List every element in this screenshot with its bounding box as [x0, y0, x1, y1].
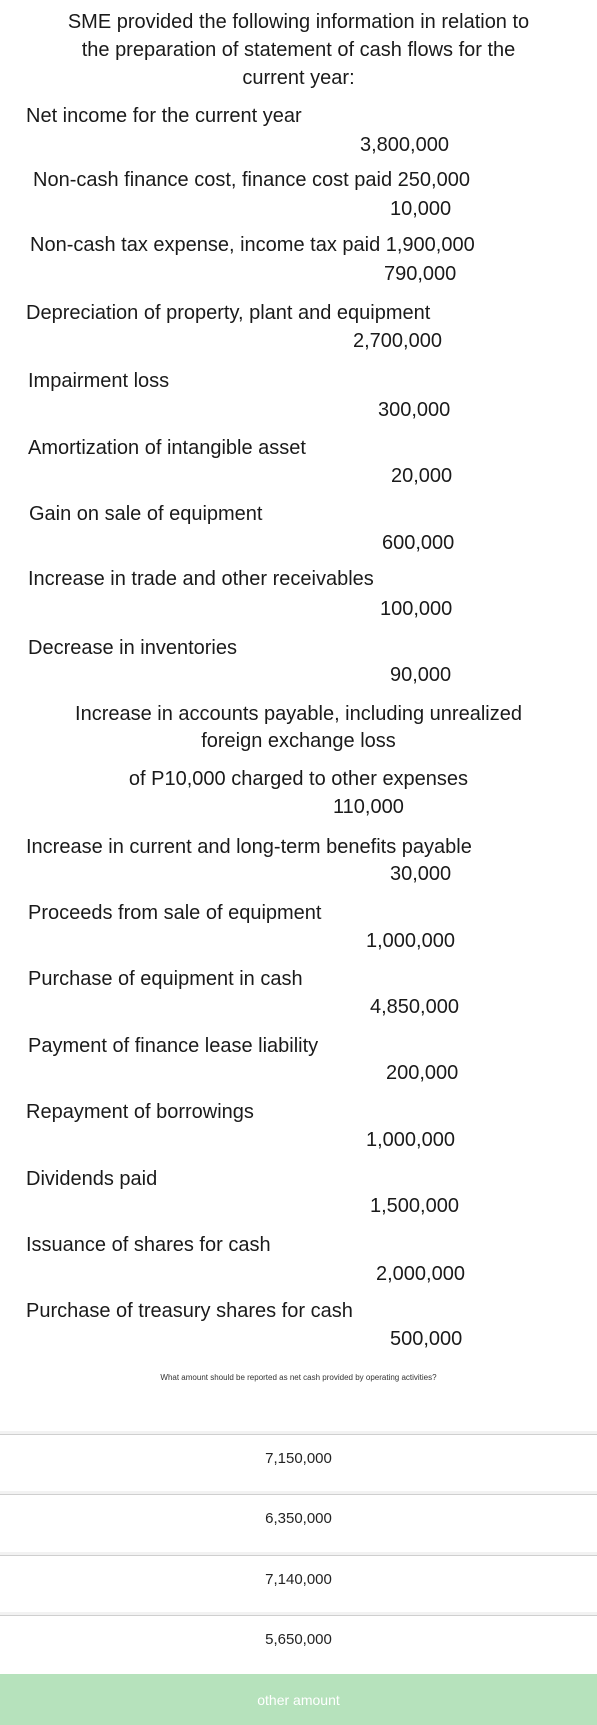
- item-label-depreciation: Depreciation of property, plant and equipment: [26, 302, 431, 324]
- other-amount-label: other amount: [257, 1691, 340, 1708]
- item-label-benefits-payable: Increase in current and long-term benefits payable: [26, 836, 472, 858]
- answer-option-4[interactable]: [0, 1615, 597, 1663]
- item-label-treasury-shares: Purchase of treasury shares for cash: [26, 1300, 353, 1322]
- item-label-impairment: Impairment loss: [28, 370, 170, 392]
- item-label-payable-line-3: of P10,000 charged to other expenses: [128, 768, 469, 790]
- item-label-finance-cost: Non-cash finance cost, finance cost paid 250,000: [33, 169, 470, 191]
- item-label-proceeds-sale: Proceeds from sale of equipment: [28, 902, 322, 924]
- intro-line-2: the preparation of statement of cash flows for the: [81, 39, 516, 61]
- item-label-issuance-shares: Issuance of shares for cash: [26, 1234, 271, 1256]
- answer-option-3[interactable]: [0, 1555, 597, 1603]
- other-amount-button[interactable]: [0, 1674, 597, 1725]
- answer-option-2[interactable]: [0, 1494, 597, 1542]
- item-value-dividends-paid: 1,500,000: [370, 1195, 459, 1217]
- item-value-payable: 110,000: [333, 796, 404, 818]
- answer-option-label: 7,150,000: [265, 1450, 332, 1467]
- item-value-amortization: 20,000: [391, 465, 453, 487]
- item-value-finance-cost: 10,000: [390, 198, 452, 220]
- answer-option-label: 5,650,000: [265, 1631, 332, 1648]
- item-label-dividends-paid: Dividends paid: [26, 1168, 158, 1190]
- item-value-purchase-equipment: 4,850,000: [370, 996, 459, 1018]
- item-label-tax-expense: Non-cash tax expense, income tax paid 1,900,000: [30, 234, 475, 256]
- item-value-impairment: 300,000: [378, 399, 451, 421]
- item-value-issuance-shares: 2,000,000: [376, 1263, 465, 1285]
- item-value-net-income: 3,800,000: [360, 134, 449, 156]
- intro-line-3: current year:: [242, 67, 355, 89]
- item-label-net-income: Net income for the current year: [26, 105, 302, 127]
- answer-option-label: 7,140,000: [265, 1571, 332, 1588]
- item-label-repayment-borrowings: Repayment of borrowings: [26, 1101, 254, 1123]
- item-label-payable-line-1: Increase in accounts payable, including unrealized: [75, 703, 522, 725]
- item-value-depreciation: 2,700,000: [353, 330, 442, 352]
- item-label-receivables: Increase in trade and other receivables: [28, 568, 374, 590]
- item-value-receivables: 100,000: [380, 598, 453, 620]
- item-value-inventories: 90,000: [390, 664, 452, 686]
- answer-option-1[interactable]: [0, 1434, 597, 1482]
- item-value-repayment-borrowings: 1,000,000: [366, 1129, 455, 1151]
- item-label-payable-line-2: foreign exchange loss: [201, 730, 396, 752]
- answer-option-label: 6,350,000: [265, 1510, 332, 1527]
- item-label-purchase-equipment: Purchase of equipment in cash: [28, 968, 303, 990]
- item-label-finance-lease: Payment of finance lease liability: [28, 1035, 319, 1057]
- item-value-proceeds-sale: 1,000,000: [366, 930, 455, 952]
- intro-line-1: SME provided the following information in relation to: [67, 11, 530, 33]
- item-value-gain-on-sale: 600,000: [382, 532, 455, 554]
- item-label-inventories: Decrease in inventories: [28, 637, 237, 659]
- item-label-amortization: Amortization of intangible asset: [28, 437, 306, 459]
- item-value-treasury-shares: 500,000: [390, 1328, 463, 1350]
- item-label-gain-on-sale: Gain on sale of equipment: [29, 503, 263, 525]
- item-value-benefits-payable: 30,000: [390, 863, 452, 885]
- item-value-tax-expense: 790,000: [384, 263, 457, 285]
- question-text: What amount should be reported as net cash provided by operating activities?: [160, 1373, 437, 1382]
- item-value-finance-lease: 200,000: [386, 1062, 459, 1084]
